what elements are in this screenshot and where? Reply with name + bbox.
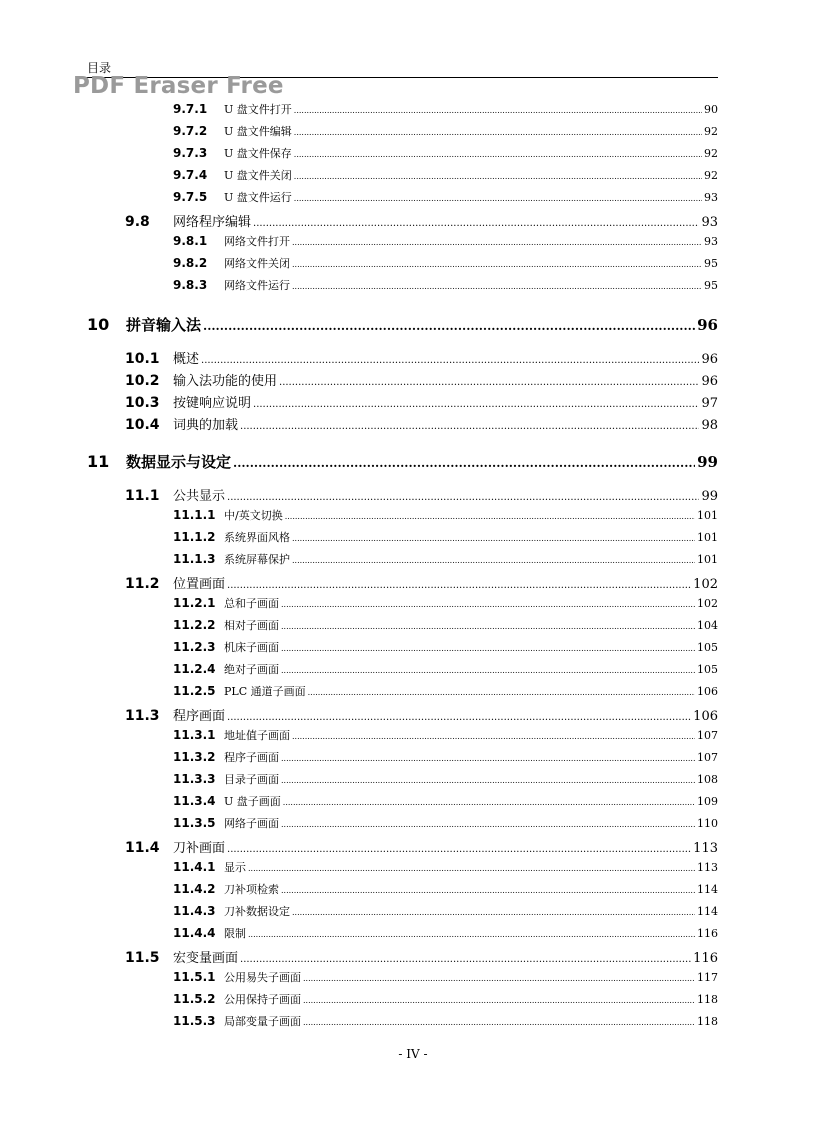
toc-entry[interactable] bbox=[173, 793, 718, 815]
toc-entry[interactable] bbox=[125, 573, 718, 595]
toc-entry-number: 11.4.1 bbox=[173, 860, 216, 874]
toc-entry[interactable] bbox=[173, 617, 718, 639]
toc-entry-title: 程序子画面 bbox=[224, 751, 279, 764]
toc-entry-page: 93 bbox=[704, 191, 718, 204]
toc-entry-number: 10.2 bbox=[125, 373, 160, 389]
toc-entry[interactable] bbox=[173, 595, 718, 617]
toc-entry-title: U 盘文件编辑 bbox=[224, 125, 292, 138]
toc-entry[interactable] bbox=[125, 947, 718, 969]
toc-entry-page: 92 bbox=[704, 169, 718, 182]
toc-entry-page: 110 bbox=[697, 817, 718, 830]
page-number: - IV - bbox=[398, 1047, 428, 1061]
toc-entry-title: 词典的加载 bbox=[173, 418, 239, 433]
toc-entry-title: 刀补画面 bbox=[173, 841, 226, 856]
toc-dot-leader bbox=[292, 556, 695, 565]
toc-entry-page: 101 bbox=[697, 509, 718, 522]
toc-entry-page: 106 bbox=[693, 709, 718, 724]
toc-entry-title: U 盘文件关闭 bbox=[224, 169, 292, 182]
toc-entry-number: 11.4 bbox=[125, 840, 160, 856]
toc-dot-leader bbox=[281, 754, 695, 763]
toc-entry[interactable] bbox=[173, 749, 718, 771]
toc-dot-leader bbox=[283, 798, 695, 807]
toc-entry-page: 93 bbox=[704, 235, 718, 248]
toc-entry-title: 公用易失子画面 bbox=[224, 971, 301, 984]
toc-entry-number: 11.2 bbox=[125, 576, 160, 592]
toc-entry-number: 9.7.3 bbox=[173, 146, 208, 160]
toc-entry-title: 位置画面 bbox=[173, 577, 226, 592]
toc-entry-title: 公共显示 bbox=[173, 489, 226, 504]
toc-entry-page: 99 bbox=[697, 453, 718, 471]
toc-entry-page: 107 bbox=[697, 729, 718, 742]
toc-entry-page: 96 bbox=[697, 316, 718, 334]
toc-dot-leader bbox=[292, 282, 702, 291]
toc-entry[interactable] bbox=[173, 1013, 718, 1035]
toc-entry-number: 11.5.1 bbox=[173, 970, 216, 984]
toc-entry-page: 104 bbox=[697, 619, 718, 632]
toc-dot-leader bbox=[292, 238, 702, 247]
toc-entry-page: 90 bbox=[704, 103, 718, 116]
toc-entry-page: 98 bbox=[701, 418, 718, 433]
toc-dot-leader bbox=[292, 534, 695, 543]
toc-entry-number: 11.2.3 bbox=[173, 640, 216, 654]
toc-dot-leader bbox=[253, 399, 699, 410]
toc-entry[interactable] bbox=[173, 529, 718, 551]
toc-entry-title: 总和子画面 bbox=[224, 597, 279, 610]
toc-entry-number: 9.8.2 bbox=[173, 256, 208, 270]
toc-entry[interactable] bbox=[173, 881, 718, 903]
toc-entry[interactable] bbox=[173, 969, 718, 991]
toc-entry-page: 101 bbox=[697, 531, 718, 544]
toc-entry-title: 拼音输入法 bbox=[126, 316, 202, 334]
toc-entry-number: 11.5 bbox=[125, 950, 160, 966]
toc-entry[interactable] bbox=[87, 314, 718, 340]
toc-entry[interactable] bbox=[173, 101, 718, 123]
toc-entry-number: 11 bbox=[87, 452, 110, 471]
toc-dot-leader bbox=[294, 194, 702, 203]
toc-entry-title: 目录子画面 bbox=[224, 773, 279, 786]
toc-entry-title: 系统界面风格 bbox=[224, 531, 290, 544]
toc-entry-title: 公用保持子画面 bbox=[224, 993, 301, 1006]
toc-entry-title: U 盘文件打开 bbox=[224, 103, 292, 116]
toc-entry[interactable] bbox=[173, 771, 718, 793]
toc-entry-title: 宏变量画面 bbox=[173, 951, 239, 966]
toc-entry-title: 限制 bbox=[224, 927, 246, 940]
toc-entry[interactable] bbox=[173, 123, 718, 145]
toc-entry-page: 113 bbox=[693, 841, 718, 856]
toc-dot-leader bbox=[281, 820, 695, 829]
toc-dot-leader bbox=[303, 974, 695, 983]
toc-entry-number: 11.2.4 bbox=[173, 662, 216, 676]
toc-entry-number: 11.3.5 bbox=[173, 816, 216, 830]
toc-entry-number: 9.7.4 bbox=[173, 168, 208, 182]
toc-entry-title: 输入法功能的使用 bbox=[173, 374, 278, 389]
toc-entry[interactable] bbox=[173, 233, 718, 255]
toc-entry-number: 9.8.3 bbox=[173, 278, 208, 292]
toc-entry[interactable] bbox=[87, 451, 718, 477]
toc-entry-page: 116 bbox=[693, 951, 718, 966]
toc-dot-leader bbox=[281, 644, 695, 653]
toc-entry-title: 网络程序编辑 bbox=[173, 215, 252, 230]
toc-dot-leader bbox=[248, 864, 695, 873]
toc-entry-page: 117 bbox=[697, 971, 718, 984]
toc-entry-number: 9.7.5 bbox=[173, 190, 208, 204]
toc-dot-leader bbox=[292, 908, 695, 917]
toc-entry-number: 11.1.1 bbox=[173, 508, 216, 522]
toc-entry-title: U 盘文件保存 bbox=[224, 147, 292, 160]
toc-entry-page: 93 bbox=[701, 215, 718, 230]
toc-entry-number: 11.1 bbox=[125, 488, 160, 504]
toc-entry-number: 10 bbox=[87, 315, 110, 334]
toc-dot-leader bbox=[281, 622, 695, 631]
toc-entry-page: 118 bbox=[697, 1015, 718, 1028]
toc-dot-leader bbox=[227, 492, 699, 503]
toc-dot-leader bbox=[203, 319, 695, 333]
toc-entry-page: 95 bbox=[704, 279, 718, 292]
toc-dot-leader bbox=[281, 886, 695, 895]
toc-entry-title: 刀补数据设定 bbox=[224, 905, 290, 918]
toc-dot-leader bbox=[253, 218, 699, 229]
toc-entry-page: 95 bbox=[704, 257, 718, 270]
toc-entry[interactable] bbox=[173, 255, 718, 277]
toc-dot-leader bbox=[292, 260, 702, 269]
toc-dot-leader bbox=[227, 712, 691, 723]
toc-entry[interactable] bbox=[125, 705, 718, 727]
toc-entry-title: 按键响应说明 bbox=[173, 396, 252, 411]
toc-dot-leader bbox=[248, 930, 695, 939]
toc-entry-title: 数据显示与设定 bbox=[126, 453, 232, 471]
toc-entry-page: 102 bbox=[693, 577, 718, 592]
toc-entry[interactable] bbox=[173, 167, 718, 189]
toc-entry-number: 11.3.3 bbox=[173, 772, 216, 786]
toc-entry-title: 局部变量子画面 bbox=[224, 1015, 301, 1028]
toc-entry-title: 网络子画面 bbox=[224, 817, 279, 830]
toc-entry-title: U 盘子画面 bbox=[224, 795, 281, 808]
toc-entry-number: 9.8 bbox=[125, 214, 150, 230]
toc-entry-page: 97 bbox=[701, 396, 718, 411]
toc-entry[interactable] bbox=[173, 661, 718, 683]
toc-dot-leader bbox=[303, 996, 695, 1005]
toc-entry-number: 11.3.4 bbox=[173, 794, 216, 808]
toc-entry-title: PLC 通道子画面 bbox=[224, 685, 306, 698]
toc-entry-number: 11.3.1 bbox=[173, 728, 216, 742]
toc-dot-leader bbox=[303, 1018, 695, 1027]
toc-dot-leader bbox=[294, 150, 702, 159]
toc-dot-leader bbox=[281, 776, 695, 785]
toc-entry[interactable] bbox=[173, 815, 718, 837]
toc-dot-leader bbox=[294, 106, 702, 115]
toc-dot-leader bbox=[201, 355, 699, 366]
toc-entry-number: 11.1.2 bbox=[173, 530, 216, 544]
toc-entry-number: 11.2.2 bbox=[173, 618, 216, 632]
toc-entry-page: 96 bbox=[701, 374, 718, 389]
toc-entry-number: 9.7.1 bbox=[173, 102, 208, 116]
toc-dot-leader bbox=[308, 688, 695, 697]
toc-dot-leader bbox=[292, 732, 695, 741]
toc-entry-page: 108 bbox=[697, 773, 718, 786]
toc-entry-number: 11.4.2 bbox=[173, 882, 216, 896]
toc-entry[interactable] bbox=[173, 903, 718, 925]
toc-entry-title: U 盘文件运行 bbox=[224, 191, 292, 204]
toc-entry[interactable] bbox=[173, 277, 718, 299]
toc-entry[interactable] bbox=[173, 507, 718, 529]
toc-entry-title: 刀补项检索 bbox=[224, 883, 279, 896]
toc-dot-leader bbox=[281, 600, 695, 609]
toc-entry-page: 118 bbox=[697, 993, 718, 1006]
toc-entry-title: 绝对子画面 bbox=[224, 663, 279, 676]
toc-entry-page: 105 bbox=[697, 663, 718, 676]
toc-dot-leader bbox=[279, 377, 699, 388]
toc-entry-page: 113 bbox=[697, 861, 718, 874]
toc-entry-title: 地址值子画面 bbox=[224, 729, 290, 742]
toc-dot-leader bbox=[294, 128, 702, 137]
header-label: 目录 bbox=[87, 61, 112, 75]
toc-entry-number: 11.1.3 bbox=[173, 552, 216, 566]
toc-entry-page: 101 bbox=[697, 553, 718, 566]
toc-entry[interactable] bbox=[125, 348, 718, 370]
toc-entry-number: 10.3 bbox=[125, 395, 160, 411]
toc-entry-title: 中/英文切换 bbox=[224, 509, 283, 522]
toc-dot-leader bbox=[233, 456, 695, 470]
toc-dot-leader bbox=[227, 580, 691, 591]
toc-entry[interactable] bbox=[173, 925, 718, 947]
toc-dot-leader bbox=[285, 512, 695, 521]
toc-entry-title: 网络文件关闭 bbox=[224, 257, 290, 270]
toc-entry-page: 114 bbox=[697, 905, 718, 918]
toc-entry[interactable] bbox=[125, 392, 718, 414]
toc-entry-number: 11.2.5 bbox=[173, 684, 216, 698]
toc-dot-leader bbox=[227, 844, 691, 855]
toc-entry[interactable] bbox=[173, 727, 718, 749]
toc-entry[interactable] bbox=[125, 211, 718, 233]
toc-entry[interactable] bbox=[173, 551, 718, 573]
toc-entry[interactable] bbox=[125, 837, 718, 859]
toc-entry[interactable] bbox=[173, 189, 718, 211]
toc-entry[interactable] bbox=[125, 485, 718, 507]
toc-entry-number: 11.2.1 bbox=[173, 596, 216, 610]
toc-entry-page: 114 bbox=[697, 883, 718, 896]
toc-entry-title: 网络文件打开 bbox=[224, 235, 290, 248]
toc-entry-page: 109 bbox=[697, 795, 718, 808]
toc-entry-title: 机床子画面 bbox=[224, 641, 279, 654]
toc-entry[interactable] bbox=[125, 370, 718, 392]
toc-entry-page: 92 bbox=[704, 125, 718, 138]
toc-entry-number: 11.4.4 bbox=[173, 926, 216, 940]
toc-entry-title: 显示 bbox=[224, 861, 246, 874]
toc-entry-number: 9.8.1 bbox=[173, 234, 208, 248]
toc-entry-title: 概述 bbox=[173, 352, 200, 367]
toc-entry[interactable] bbox=[173, 859, 718, 881]
toc-entry-page: 106 bbox=[697, 685, 718, 698]
toc-entry-number: 11.5.2 bbox=[173, 992, 216, 1006]
toc-entry-title: 系统屏幕保护 bbox=[224, 553, 290, 566]
toc-entry[interactable] bbox=[173, 991, 718, 1013]
toc-entry-title: 网络文件运行 bbox=[224, 279, 290, 292]
toc-entry-title: 程序画面 bbox=[173, 709, 226, 724]
toc-entry[interactable] bbox=[125, 414, 718, 436]
toc-entry-number: 11.3 bbox=[125, 708, 160, 724]
toc-entry-page: 116 bbox=[697, 927, 718, 940]
toc-entry-title: 相对子画面 bbox=[224, 619, 279, 632]
watermark: PDF Eraser Free bbox=[73, 73, 284, 99]
toc-entry-number: 9.7.2 bbox=[173, 124, 208, 138]
toc-entry-page: 107 bbox=[697, 751, 718, 764]
toc-entry[interactable] bbox=[173, 145, 718, 167]
toc-entry-number: 11.3.2 bbox=[173, 750, 216, 764]
toc-dot-leader bbox=[294, 172, 702, 181]
toc-entry-page: 105 bbox=[697, 641, 718, 654]
toc-dot-leader bbox=[281, 666, 695, 675]
toc-entry-page: 99 bbox=[701, 489, 718, 504]
toc-entry-number: 10.4 bbox=[125, 417, 160, 433]
toc-entry[interactable] bbox=[173, 639, 718, 661]
toc-entry-number: 10.1 bbox=[125, 351, 160, 367]
toc-dot-leader bbox=[240, 421, 699, 432]
toc-entry[interactable] bbox=[173, 683, 718, 705]
toc-entry-number: 11.4.3 bbox=[173, 904, 216, 918]
toc-entry-page: 102 bbox=[697, 597, 718, 610]
toc-entry-page: 96 bbox=[701, 352, 718, 367]
toc-entry-page: 92 bbox=[704, 147, 718, 160]
toc-entry-number: 11.5.3 bbox=[173, 1014, 216, 1028]
toc-dot-leader bbox=[240, 954, 691, 965]
